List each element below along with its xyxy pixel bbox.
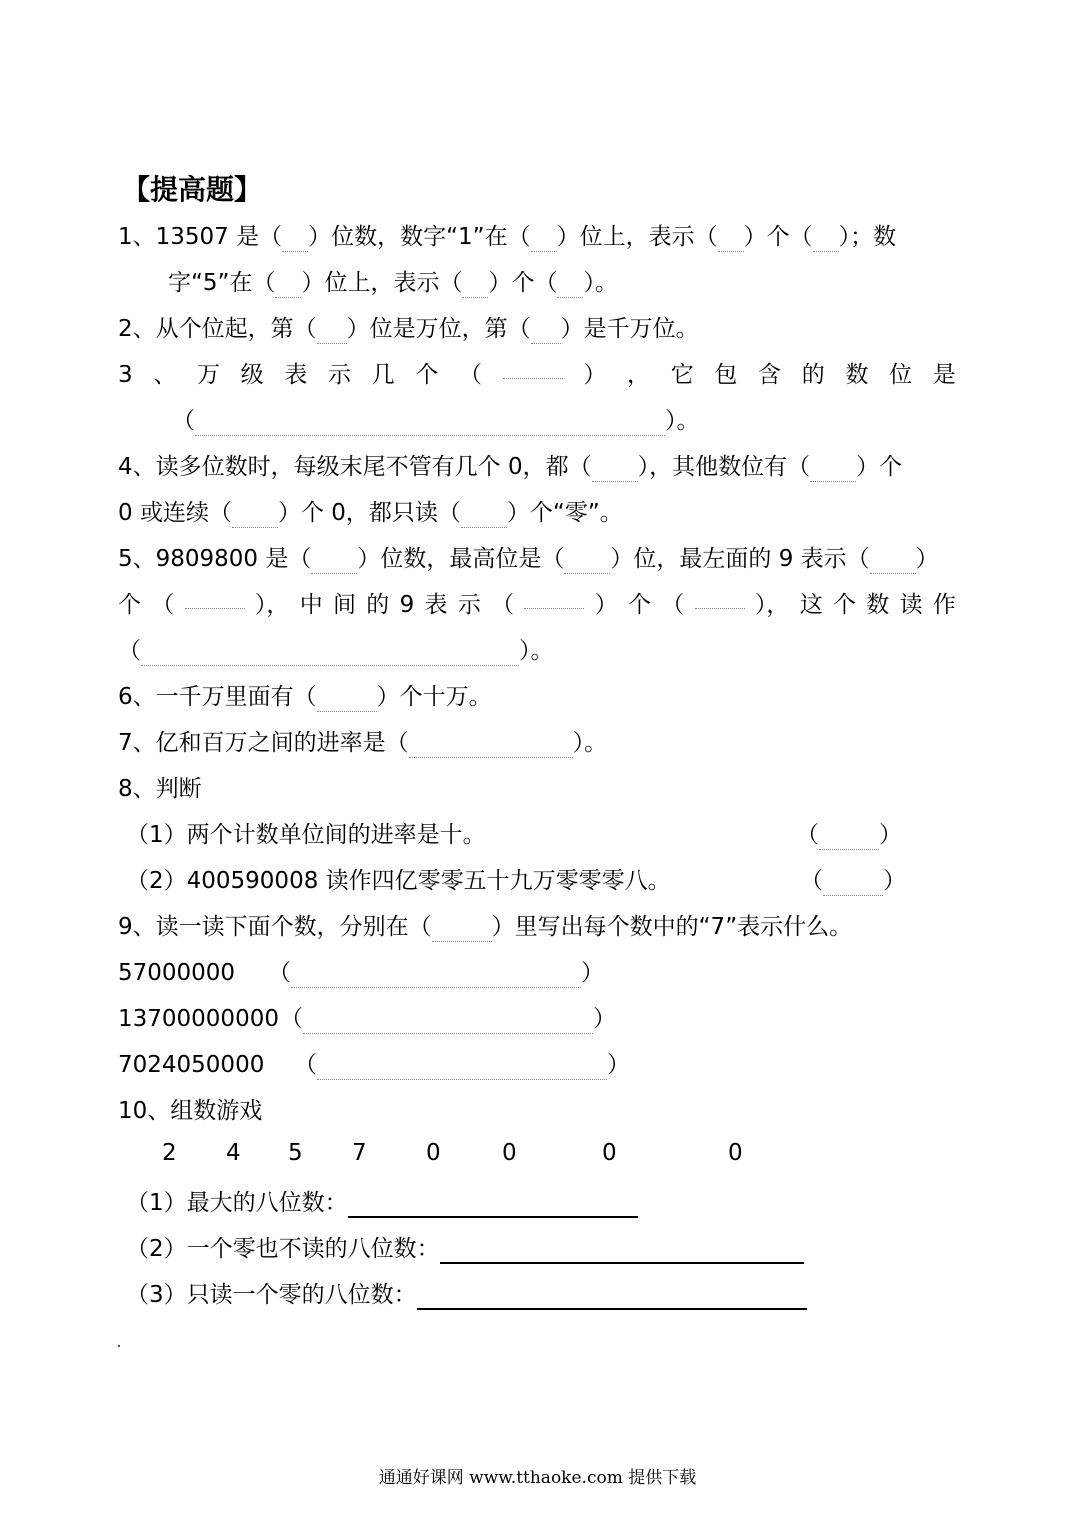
- question-9-row-3: 7024050000: [118, 1052, 265, 1078]
- answer-blank[interactable]: [503, 360, 563, 379]
- answer-blank[interactable]: [531, 325, 561, 344]
- answer-line[interactable]: [417, 1288, 807, 1310]
- answer-blank[interactable]: [317, 325, 347, 344]
- question-9-row-3-answer[interactable]: （ ）: [294, 1052, 630, 1078]
- answer-blank[interactable]: [185, 590, 245, 609]
- digit: 5: [288, 1140, 303, 1166]
- answer-blank[interactable]: [275, 279, 301, 298]
- digit: 7: [352, 1140, 367, 1166]
- question-8-item-1: （1）两个计数单位间的进率是十。: [126, 822, 486, 848]
- answer-blank[interactable]: [564, 555, 610, 574]
- question-7: 7、亿和百万之间的进率是（ ）。: [118, 730, 608, 756]
- answer-blank[interactable]: [232, 509, 278, 528]
- digit: 2: [162, 1140, 177, 1166]
- question-2: 2、从个位起，第（ ）位是万位，第（ ）是千万位。: [118, 316, 699, 342]
- question-5-line-1: 5、9809800 是（ ）位数，最高位是（ ）位，最左面的 9 表示（ ）: [118, 546, 939, 572]
- answer-blank[interactable]: [141, 647, 519, 666]
- digit: 0: [426, 1140, 441, 1166]
- question-8-label: 8、判断: [118, 776, 202, 802]
- answer-blank[interactable]: [531, 233, 557, 252]
- answer-blank[interactable]: [557, 279, 583, 298]
- question-8-item-1-answer[interactable]: （ ）: [796, 822, 902, 848]
- question-10-item-2: （2）一个零也不读的八位数：: [126, 1234, 804, 1264]
- digit: 4: [226, 1140, 241, 1166]
- question-9-row-1: 57000000: [118, 960, 236, 986]
- question-5-line-2: 个 （ ）， 中 间 的 9 表 示 （ ） 个 （ ）， 这 个 数 读 作: [118, 592, 956, 618]
- question-8-item-2: （2）400590008 读作四亿零零五十九万零零零八。: [126, 868, 671, 894]
- answer-blank[interactable]: [718, 233, 744, 252]
- question-5-line-3: （ ）。: [118, 638, 554, 664]
- question-1-line-1: 1、13507 是（ ）位数，数字“1”在（ ）位上，表示（ ）个（ ）；数: [118, 224, 897, 250]
- question-8-item-2-answer[interactable]: （ ）: [800, 868, 906, 894]
- answer-line[interactable]: [348, 1196, 638, 1218]
- answer-blank[interactable]: [282, 233, 308, 252]
- footer-credit: 通通好课网 www.tthaoke.com 提供下载: [378, 1468, 697, 1488]
- question-9-row-2-answer[interactable]: （ ）: [280, 1006, 616, 1032]
- answer-blank[interactable]: [461, 509, 507, 528]
- digit: 0: [602, 1140, 617, 1166]
- question-3-line-2: （ ）。: [172, 408, 700, 434]
- answer-blank[interactable]: [311, 555, 357, 574]
- scan-artifact-dot: [118, 1345, 120, 1347]
- question-10-label: 10、组数游戏: [118, 1098, 263, 1124]
- question-10-item-3: （3）只读一个零的八位数：: [126, 1280, 807, 1310]
- answer-blank[interactable]: [317, 693, 377, 712]
- question-6: 6、一千万里面有（ ）个十万。: [118, 684, 492, 710]
- answer-line[interactable]: [440, 1242, 804, 1264]
- answer-blank[interactable]: [409, 739, 573, 758]
- answer-blank[interactable]: [810, 463, 856, 482]
- answer-blank[interactable]: [195, 417, 665, 436]
- question-9-row-2: 13700000000: [118, 1006, 279, 1032]
- question-4-line-1: 4、读多位数时，每级末尾不管有几个 0，都（ ），其他数位有（ ）个: [118, 454, 903, 480]
- answer-blank[interactable]: [524, 590, 584, 609]
- digit: 0: [728, 1140, 743, 1166]
- answer-blank[interactable]: [813, 233, 839, 252]
- question-3-line-1: 3 、 万 级 表 示 几 个 （ ） ， 它 包 含 的 数 位 是: [118, 362, 956, 388]
- question-1-line-2: 字“5”在（ ）位上，表示（ ）个（ ）。: [168, 270, 618, 296]
- question-4-line-2: 0 或连续（ ）个 0，都只读（ ）个“零”。: [118, 500, 623, 526]
- answer-blank[interactable]: [695, 590, 745, 609]
- answer-blank[interactable]: [592, 463, 638, 482]
- question-9-row-1-answer[interactable]: （ ）: [268, 960, 604, 986]
- question-10-item-1: （1）最大的八位数：: [126, 1188, 638, 1218]
- answer-blank[interactable]: [870, 555, 916, 574]
- section-title: 【提高题】: [122, 173, 263, 206]
- answer-blank[interactable]: [462, 279, 488, 298]
- answer-blank[interactable]: [432, 923, 492, 942]
- digit: 0: [502, 1140, 517, 1166]
- question-9: 9、读一读下面个数，分别在（ ）里写出每个数中的“7”表示什么。: [118, 914, 853, 940]
